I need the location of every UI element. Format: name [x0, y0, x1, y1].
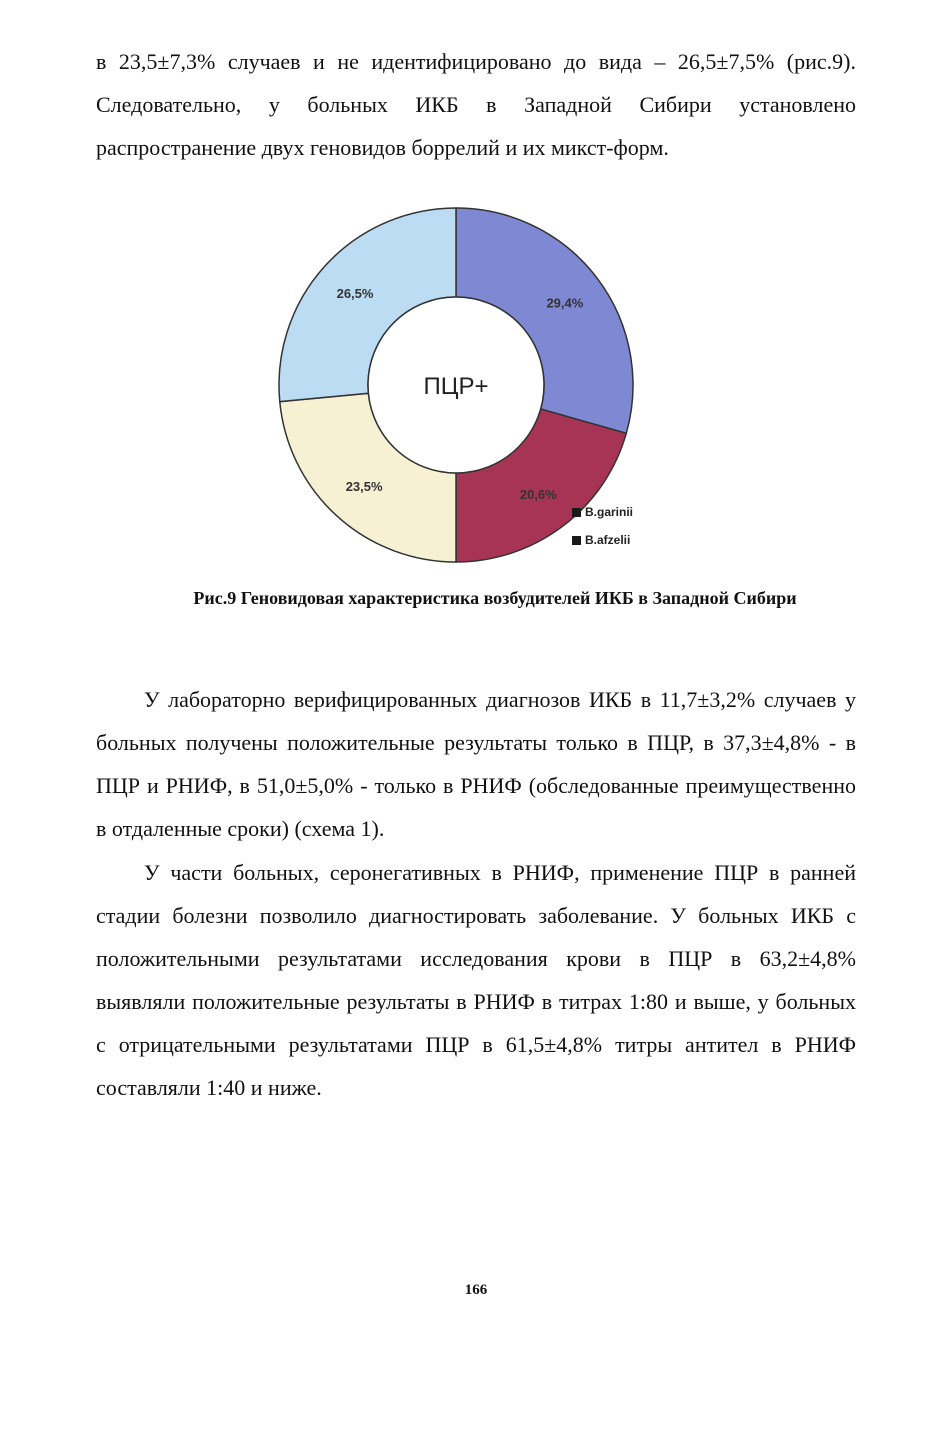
legend-swatch-1 [572, 508, 581, 517]
legend-label-1: B.garinii [585, 505, 634, 519]
donut-chart [260, 190, 680, 570]
paragraph-2: У лабораторно верифицированных диагнозов ИКБ в 11,7±3,2% случаев у больных получены положительные результаты только в ПЦР, в 37,3±4,8% - в ПЦР и РНИФ, в 51,0±5,0% - только в РНИФ (обследованные преимущественно в отдаленные сроки) (схема 1). [96, 687, 856, 841]
slice-label-1: 29,4% [546, 295, 584, 311]
page-number: 166 [464, 1282, 488, 1298]
center-label: ПЦР+ [423, 373, 489, 400]
slice-label-2: 20,6% [519, 486, 557, 502]
legend-swatch-2 [572, 536, 581, 545]
slice-label-4: 26,5% [336, 286, 374, 302]
figure-caption: Рис.9 Геновидовая характеристика возбудителей ИКБ в Западной Сибири [193, 588, 797, 608]
paragraph-1: в 23,5±7,3% случаев и не идентифицировано до вида – 26,5±7,5% (рис.9). Следовательно, у больных ИКБ в Западной Сибири установлено распространение двух геновидов боррелий и их микст-форм. [96, 49, 856, 160]
donut-chart-svg [260, 190, 680, 570]
paragraph-3: У части больных, серонегативных в РНИФ, применение ПЦР в ранней стадии болезни позволило диагностировать заболевание. У больных ИКБ с положительными результатами исследования крови в ПЦР в 63,2±4,8% выявляли положительные результаты в РНИФ в титрах 1:80 и выше, у больных с отрицательными результатами ПЦР в 61,5±4,8% титры антител в РНИФ составляли 1:40 и ниже. [96, 860, 856, 1100]
legend-label-2: B.afzelii [585, 533, 631, 547]
slice-label-3: 23,5% [345, 478, 383, 494]
